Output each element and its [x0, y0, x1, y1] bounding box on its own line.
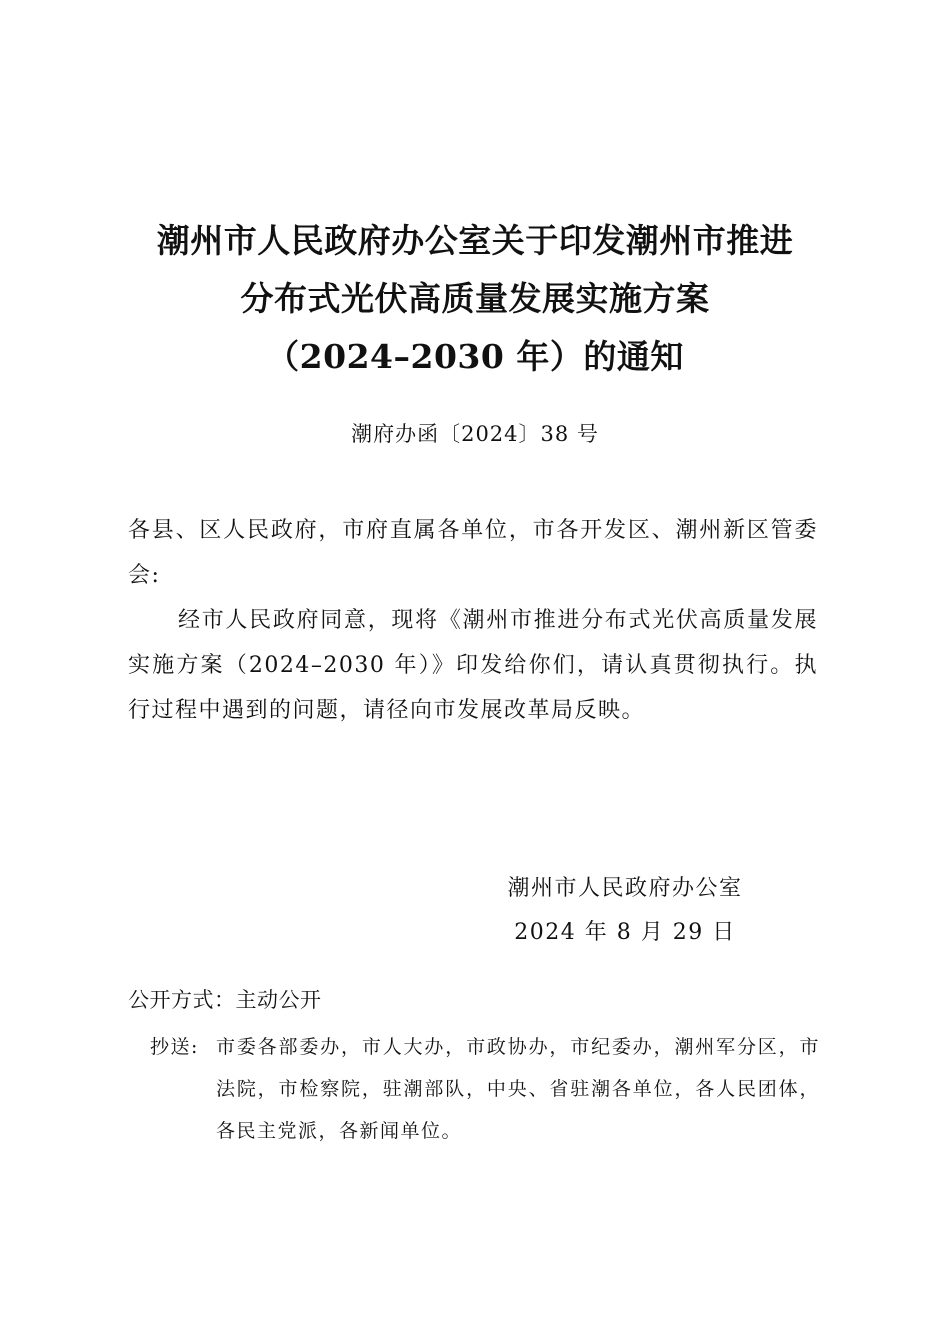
- cc-label: 抄送:: [150, 1036, 199, 1058]
- body-paragraph: 经市人民政府同意，现将《潮州市推进分布式光伏高质量发展实施方案（2024–2030 年）》印发给你们，请认真贯彻执行。执行过程中遇到的问题，请径向市发展改革局反映。: [128, 608, 818, 723]
- disclosure-method: 公开方式：主动公开: [128, 988, 322, 1012]
- addressee: 各县、区人民政府，市府直属各单位，市各开发区、潮州新区管委会:: [128, 518, 818, 588]
- document-title: [75, 212, 875, 386]
- document-number: 潮府办函〔2024〕38 号: [351, 422, 599, 446]
- cc-recipients: 市委各部委办，市人大办，市政协办，市纪委办，潮州军分区，市法院，市检察院，驻潮部队，中央、省驻潮各单位，各人民团体，各民主党派，各新闻单位。: [216, 1036, 820, 1142]
- signature-organization: 潮州市人民政府办公室: [507, 876, 743, 901]
- title-line-1: 潮州市人民政府办公室关于印发潮州市推进: [156, 221, 794, 260]
- title-line-2: 分布式光伏高质量发展实施方案: [240, 279, 710, 318]
- signature-date: 2024 年 8 月 29 日: [514, 920, 736, 945]
- title-line-3: （2024–2030 年）的通知: [266, 337, 684, 376]
